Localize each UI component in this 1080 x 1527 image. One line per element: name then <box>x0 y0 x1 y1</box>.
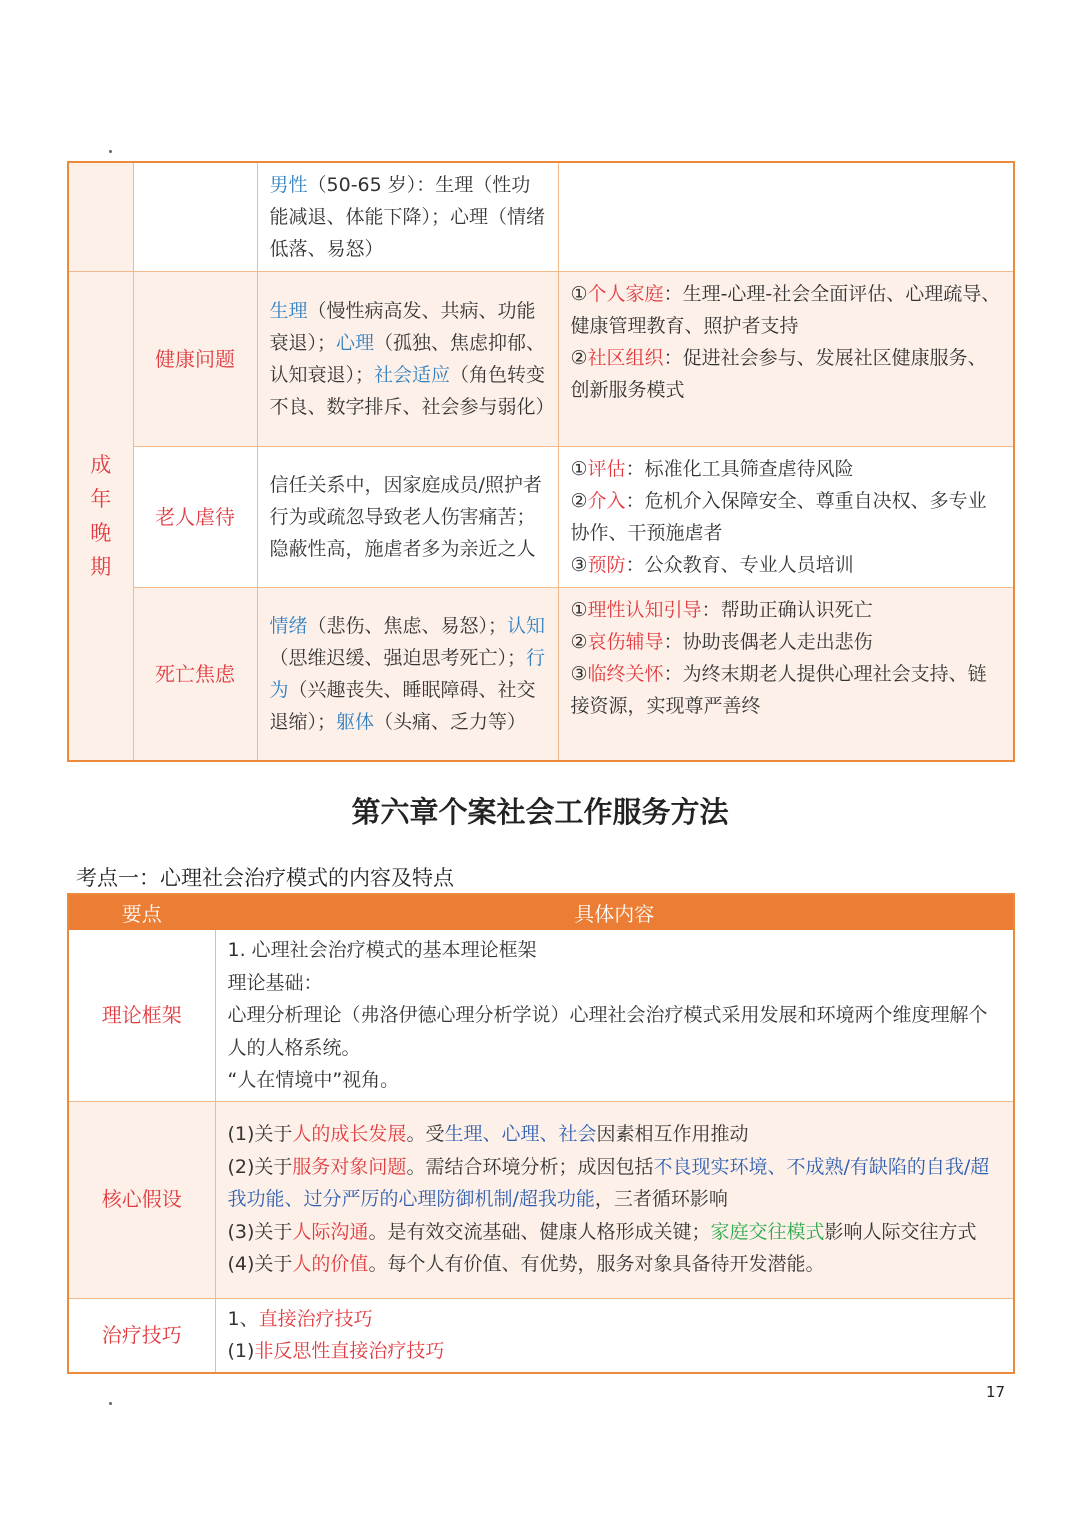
content-line <box>571 278 1002 342</box>
content-line <box>571 626 1002 658</box>
table-row <box>68 162 1014 272</box>
page-number: 17 <box>986 1383 1006 1401</box>
death-anxiety-measures <box>558 588 1014 762</box>
text-segment: ① <box>570 458 588 480</box>
highlight-text: 家庭交往模式 <box>710 1220 825 1243</box>
highlight-text: 服务对象问题 <box>292 1155 407 1178</box>
content-line <box>228 999 1002 1064</box>
text-segment: 心理分析理论（弗洛伊德心理分析学说）心理社会治疗模式采用发展和环境两个维度理解个人的人格系统。 <box>227 1004 988 1059</box>
text-segment: 影响人际交往方式 <box>824 1220 977 1243</box>
stage-char: 年 <box>90 487 112 511</box>
keypoint-title: 考点一：心理社会治疗模式的内容及特点 <box>76 866 454 890</box>
content-line <box>228 1335 1002 1368</box>
stage-char: 成 <box>90 453 112 477</box>
content-line <box>571 594 1002 626</box>
text-segment: ③ <box>570 663 588 685</box>
text-segment: (4)关于 <box>227 1253 293 1276</box>
text-segment: 1. 心理社会治疗模式的基本理论框架 <box>227 939 537 961</box>
highlight-text: 直接治疗技巧 <box>258 1307 373 1330</box>
highlight-text: 哀伤辅导 <box>587 631 664 653</box>
highlight-text: 情绪 <box>269 615 308 637</box>
text-segment: ：帮助正确认识死亡 <box>701 599 873 621</box>
stage-issues-table <box>67 161 1015 762</box>
death-anxiety-content <box>257 588 558 762</box>
text-segment: 。每个人有价值、有优势，服务对象具备待开发潜能。 <box>368 1253 825 1276</box>
text-segment: (1)关于 <box>227 1123 293 1146</box>
content-line <box>228 1216 1002 1249</box>
text-segment: ：协助丧偶老人走出悲伤 <box>663 631 873 653</box>
highlight-text: 预防 <box>587 554 626 576</box>
table-row <box>68 1101 1014 1298</box>
content-line <box>228 934 1002 967</box>
text-segment: （兴趣丧失、睡眠障碍、社交退缩）； <box>269 679 536 733</box>
highlight-text: 生理、心理、社会 <box>444 1123 597 1146</box>
stage-char: 期 <box>90 555 112 579</box>
highlight-text: 社会适应 <box>374 364 451 386</box>
assumptions-content <box>215 1101 1014 1298</box>
key-assumptions: 核心假设 <box>68 1101 215 1298</box>
theory-content <box>215 930 1014 1102</box>
highlight-text: 认知 <box>507 615 546 637</box>
header-content: 具体内容 <box>215 894 1014 930</box>
content-line <box>571 549 1002 581</box>
highlight-text: 行为 <box>269 647 546 701</box>
text-segment: ② <box>570 347 588 369</box>
text-segment: 1、 <box>227 1307 259 1330</box>
highlight-text: 介入 <box>587 490 626 512</box>
key-theory: 理论框架 <box>68 930 215 1102</box>
content-line <box>228 1151 1002 1216</box>
category-cell-blank <box>133 162 257 272</box>
keypoint-table <box>67 893 1015 1374</box>
text-segment: （角色转变不良、数字排斥、社会参与弱化） <box>269 364 555 418</box>
header-key: 要点 <box>68 894 215 930</box>
highlight-text: 心理 <box>336 332 375 354</box>
content-line <box>571 453 1002 485</box>
text-segment: ① <box>570 599 588 621</box>
content-line <box>228 967 1002 1000</box>
text-segment: （孤独、焦虑抑郁、认知衰退）； <box>269 332 546 386</box>
highlight-text: 评估 <box>587 458 626 480</box>
highlight-text: 生理 <box>269 300 308 322</box>
text-segment: ，三者循环影响 <box>594 1188 728 1211</box>
content-line <box>228 1248 1002 1281</box>
stage-char: 晚 <box>90 521 112 545</box>
text-segment: 。受 <box>406 1123 445 1146</box>
text-segment: （悲伤、焦虑、易怒）； <box>307 615 508 637</box>
content-line <box>571 658 1002 722</box>
text-segment: (1) <box>227 1340 255 1362</box>
row0-measures-blank <box>558 162 1014 272</box>
health-content <box>257 272 558 447</box>
table-row <box>68 1298 1014 1373</box>
techniques-content <box>215 1298 1014 1373</box>
category-abuse: 老人虐待 <box>133 447 257 588</box>
scan-dot <box>109 1402 112 1405</box>
text-segment: ：生理-心理-社会全面评估、心理疏导、健康管理教育、照护者支持 <box>570 283 1001 337</box>
stage-cell-blank <box>68 162 133 272</box>
chapter-title: 第六章个案社会工作服务方法 <box>351 795 729 829</box>
category-health: 健康问题 <box>133 272 257 447</box>
text-segment: ③ <box>570 554 588 576</box>
highlight-text: 非反思性直接治疗技巧 <box>254 1340 445 1362</box>
text-segment: (3)关于 <box>227 1220 293 1243</box>
text-segment: （50-65 岁）：生理（性功能减退、体能下降）；心理（情绪低落、易怒） <box>269 174 546 260</box>
stage-label <box>68 272 133 762</box>
highlight-text: 躯体 <box>336 711 375 733</box>
text-segment: (2)关于 <box>227 1155 293 1178</box>
text-segment: ：公众教育、专业人员培训 <box>625 554 854 576</box>
table-header-row <box>68 894 1014 930</box>
text-segment: 因素相互作用推动 <box>596 1123 749 1146</box>
text-segment: 理论基础： <box>227 971 323 994</box>
text-segment: ：标准化工具筛查虐待风险 <box>625 458 854 480</box>
row0-content <box>257 162 558 272</box>
text-segment: 。是有效交流基础、健康人格形成关键； <box>368 1220 711 1243</box>
highlight-text: 临终关怀 <box>587 663 664 685</box>
text-segment: 。需结合环境分析；成因包括 <box>406 1155 654 1178</box>
health-measures <box>558 272 1014 447</box>
text-segment: ：促进社会参与、发展社区健康服务、创新服务模式 <box>570 347 987 401</box>
highlight-text: 不良现实环境、不成熟/有缺陷的自我/超我功能、过分严厉的心理防御机制/超我功能 <box>227 1155 990 1211</box>
text-segment: （慢性病高发、共病、功能衰退）； <box>269 300 536 354</box>
content-line <box>228 1064 1002 1097</box>
abuse-content <box>257 447 558 588</box>
category-death-anxiety: 死亡焦虑 <box>133 588 257 762</box>
content-line <box>228 1303 1002 1336</box>
text-segment: “人在情境中”视角。 <box>227 1069 400 1091</box>
highlight-text: 人际沟通 <box>292 1220 369 1243</box>
text-segment: ：为终末期老人提供心理社会支持、链接资源，实现尊严善终 <box>570 663 987 717</box>
text-segment: ：危机介入保障安全、尊重自决权、多专业协作、干预施虐者 <box>570 490 987 544</box>
table-row <box>68 588 1014 762</box>
highlight-text: 人的价值 <box>292 1253 369 1276</box>
table-row <box>68 272 1014 447</box>
highlight-text: 人的成长发展 <box>292 1123 407 1146</box>
content-line <box>571 485 1002 549</box>
text-segment: （头痛、乏力等） <box>374 711 527 733</box>
table-row <box>68 930 1014 1102</box>
content-line <box>571 342 1002 406</box>
text-segment: 信任关系中，因家庭成员/照护者行为或疏忽导致老人伤害痛苦；隐蔽性高，施虐者多为亲近之人 <box>269 474 542 560</box>
text-segment: ② <box>570 631 588 653</box>
scan-dot <box>109 150 112 153</box>
text-segment: ① <box>570 283 588 305</box>
content-line <box>228 1118 1002 1151</box>
key-techniques: 治疗技巧 <box>68 1298 215 1373</box>
highlight-text: 社区组织 <box>587 347 664 369</box>
highlight-text: 理性认知引导 <box>587 599 702 621</box>
text-segment: （思维迟缓、强迫思考死亡）； <box>269 647 527 669</box>
highlight-text: 个人家庭 <box>587 283 664 305</box>
text-segment: ② <box>570 490 588 512</box>
highlight-text: 男性 <box>269 174 308 196</box>
abuse-measures <box>558 447 1014 588</box>
table-row <box>68 447 1014 588</box>
